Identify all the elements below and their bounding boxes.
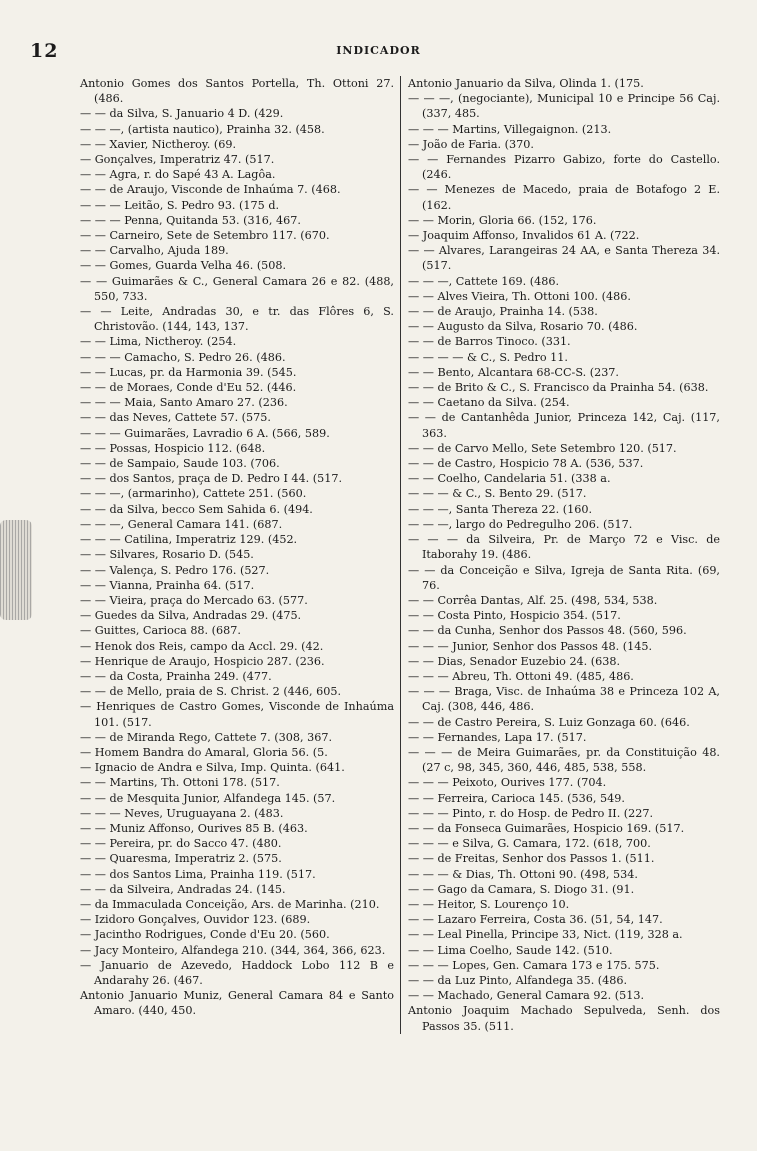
directory-entry: — — de Brito & C., S. Francisco da Prainha 54. (638. (408, 381, 709, 395)
directory-entry: — — Vieira, praça do Mercado 63. (577. (80, 593, 308, 607)
directory-entry: — — — Catilina, Imperatriz 129. (452. (80, 533, 298, 547)
directory-entry: — — Agra, r. do Sapé 43 A. Lagôa. (80, 168, 276, 182)
directory-entry: Antonio Januario da Silva, Olinda 1. (175. (408, 77, 644, 90)
directory-entry: — — Coelho, Candelaria 51. (338 a. (408, 472, 611, 486)
directory-entry: — — — & C., S. Bento 29. (517. (408, 487, 587, 501)
directory-columns (80, 76, 720, 1034)
directory-entry: — — da Luz Pinto, Alfandega 35. (486. (408, 973, 628, 987)
directory-entry: — — Carvalho, Ajuda 189. (80, 244, 229, 258)
directory-entry: — Henrique de Araujo, Hospicio 287. (236. (80, 654, 325, 668)
directory-entry: — João de Faria. (370. (408, 137, 534, 151)
right-column (400, 76, 720, 1034)
directory-entry: — — Vianna, Prainha 64. (517. (80, 578, 255, 592)
page-edge-stain (0, 520, 32, 620)
directory-entry: — — Alvares, Larangeiras 24 AA, e Santa Thereza 34. (517. (408, 244, 720, 273)
directory-entry: — Homem Bandra do Amaral, Gloria 56. (5. (80, 745, 328, 759)
page-number: 12 (30, 40, 59, 62)
directory-entry: — — de Mello, praia de S. Christ. 2 (446, 605. (80, 685, 342, 699)
directory-entry: — — Gago da Camara, S. Diogo 31. (91. (408, 882, 635, 896)
directory-entry: — — de Castro Pereira, S. Luiz Gonzaga 60. (646. (408, 715, 690, 729)
directory-entry: — — —, General Camara 141. (687. (80, 517, 283, 531)
directory-entry: — — dos Santos, praça de D. Pedro I 44. (517. (80, 472, 343, 486)
directory-entry: — — Lima Coelho, Saude 142. (510. (408, 943, 613, 957)
directory-entry: — — — Abreu, Th. Ottoni 49. (485, 486. (408, 669, 634, 683)
directory-entry: — — dos Santos Lima, Prainha 119. (517. (80, 867, 316, 881)
directory-entry: Antonio Gomes dos Santos Portella, Th. Ottoni 27. (486. (80, 77, 394, 106)
directory-entry: — — Alves Vieira, Th. Ottoni 100. (486. (408, 289, 631, 303)
directory-entry: — — Dias, Senador Euzebio 24. (638. (408, 654, 621, 668)
directory-entry: — — Lucas, pr. da Harmonia 39. (545. (80, 365, 297, 379)
directory-entry: — — Morin, Gloria 66. (152, 176. (408, 213, 597, 227)
directory-entry: — — Possas, Hospicio 112. (648. (80, 441, 266, 455)
directory-entry: — — de Araujo, Visconde de Inhaúma 7. (468. (80, 183, 341, 197)
directory-entry: — — de Castro, Hospicio 78 A. (536, 537. (408, 457, 644, 471)
directory-entry: — — de Freitas, Senhor dos Passos 1. (511. (408, 852, 655, 866)
directory-entry: — — Machado, General Camara 92. (513. (408, 989, 645, 1003)
directory-entry: — — Lima, Nictheroy. (254. (80, 335, 237, 349)
directory-entry: — — Fernandes Pizarro Gabizo, forte do Castello. (246. (408, 153, 720, 182)
directory-entry: — Henok dos Reis, campo da Accl. 29. (42. (80, 639, 324, 653)
directory-entry: — — Silvares, Rosario D. (545. (80, 548, 254, 562)
directory-entry: — — — Martins, Villegaignon. (213. (408, 122, 612, 136)
directory-entry: — — Augusto da Silva, Rosario 70. (486. (408, 320, 638, 334)
directory-entry: — Jacy Monteiro, Alfandega 210. (344, 364, 366, 623. (80, 943, 386, 957)
directory-entry: — — — Guimarães, Lavradio 6 A. (566, 589. (80, 426, 330, 440)
directory-entry: Antonio Joaquim Machado Sepulveda, Senh. dos Passos 35. (511. (408, 1004, 720, 1033)
directory-entry: — — de Araujo, Prainha 14. (538. (408, 305, 598, 319)
directory-entry: — — Fernandes, Lapa 17. (517. (408, 730, 587, 744)
directory-entry: — — —, Santa Thereza 22. (160. (408, 502, 593, 516)
directory-entry: — — Caetano da Silva. (254. (408, 396, 570, 410)
directory-entry: — Ignacio de Andra e Silva, Imp. Quinta. (641. (80, 761, 345, 775)
directory-entry: — — — Camacho, S. Pedro 26. (486. (80, 350, 286, 364)
directory-entry: — — —, (negociante), Municipal 10 e Principe 56 Caj. (337, 485. (408, 92, 720, 121)
directory-entry: — — de Carvo Mello, Sete Setembro 120. (517. (408, 441, 677, 455)
directory-entry: — — de Mesquita Junior, Alfandega 145. (57. (80, 791, 336, 805)
directory-entry: — — de Cantanhêda Junior, Princeza 142, Caj. (117, 363. (408, 411, 720, 440)
directory-entry: — — — e Silva, G. Camara, 172. (618, 700. (408, 837, 651, 851)
directory-entry: — — — Junior, Senhor dos Passos 48. (145. (408, 639, 653, 653)
directory-entry: — — — Leitão, S. Pedro 93. (175 d. (80, 198, 280, 212)
directory-entry: — — — & Dias, Th. Ottoni 90. (498, 534. (408, 867, 638, 881)
directory-entry: — — Menezes de Macedo, praia de Botafogo 2 E. (162. (408, 183, 720, 212)
directory-entry: — — Leite, Andradas 30, e tr. das Flôres 6, S. Christovão. (144, 143, 137. (80, 305, 394, 334)
directory-entry: — — — — & C., S. Pedro 11. (408, 350, 568, 364)
directory-entry: — — — Maia, Santo Amaro 27. (236. (80, 396, 288, 410)
directory-entry: — — Quaresma, Imperatriz 2. (575. (80, 852, 282, 866)
directory-entry: — Jacintho Rodrigues, Conde d'Eu 20. (560. (80, 928, 330, 942)
directory-entry: — — das Neves, Cattete 57. (575. (80, 411, 271, 425)
directory-entry: — da Immaculada Conceição, Ars. de Marinha. (210. (80, 897, 380, 911)
directory-entry: — — Heitor, S. Lourenço 10. (408, 897, 570, 911)
directory-entry: — — de Moraes, Conde d'Eu 52. (446. (80, 381, 297, 395)
running-head: INDICADOR (336, 44, 421, 57)
directory-entry: — — Corrêa Dantas, Alf. 25. (498, 534, 538. (408, 593, 658, 607)
directory-entry: — — — Penna, Quitanda 53. (316, 467. (80, 213, 301, 227)
directory-entry: — — da Silva, S. Januario 4 D. (429. (80, 107, 284, 121)
directory-entry: — — Bento, Alcantara 68-CC-S. (237. (408, 365, 619, 379)
directory-entry: — — Muniz Affonso, Ourives 85 B. (463. (80, 821, 308, 835)
directory-entry: — — —, Cattete 169. (486. (408, 274, 560, 288)
directory-entry: — — Carneiro, Sete de Setembro 117. (670. (80, 229, 330, 243)
directory-entry: — — da Costa, Prainha 249. (477. (80, 669, 272, 683)
directory-entry: — — Ferreira, Carioca 145. (536, 549. (408, 791, 625, 805)
directory-entry: — Gonçalves, Imperatriz 47. (517. (80, 153, 275, 167)
directory-entry: — — —, (armarinho), Cattete 251. (560. (80, 487, 307, 501)
directory-entry: — — da Silva, becco Sem Sahida 6. (494. (80, 502, 313, 516)
directory-entry: — Januario de Azevedo, Haddock Lobo 112 B e Andarahy 26. (467. (80, 958, 394, 987)
directory-entry: — — Leal Pinella, Principe 33, Nict. (119, 328 a. (408, 928, 683, 942)
directory-entry: — — da Fonseca Guimarães, Hospicio 169. (517. (408, 821, 685, 835)
directory-entry: — — Lazaro Ferreira, Costa 36. (51, 54, 147. (408, 913, 663, 927)
directory-entry: — — Gomes, Guarda Velha 46. (508. (80, 259, 287, 273)
directory-entry: — Guittes, Carioca 88. (687. (80, 624, 241, 638)
directory-entry: — — Guimarães & C., General Camara 26 e 82. (488, 550, 733. (80, 274, 394, 303)
directory-entry: — — Martins, Th. Ottoni 178. (517. (80, 776, 280, 790)
directory-entry: — — de Miranda Rego, Cattete 7. (308, 367. (80, 730, 333, 744)
directory-entry: — — —, (artista nautico), Prainha 32. (458. (80, 122, 325, 136)
left-column (80, 76, 400, 1034)
directory-entry: — — da Cunha, Senhor dos Passos 48. (560, 596. (408, 624, 687, 638)
directory-entry: — — Pereira, pr. do Sacco 47. (480. (80, 837, 282, 851)
directory-entry: — — — Pinto, r. do Hosp. de Pedro II. (227. (408, 806, 654, 820)
directory-entry: — — Valença, S. Pedro 176. (527. (80, 563, 270, 577)
directory-entry: Antonio Januario Muniz, General Camara 84 e Santo Amaro. (440, 450. (80, 989, 394, 1018)
directory-entry: — Izidoro Gonçalves, Ouvidor 123. (689. (80, 913, 311, 927)
directory-entry: — — Xavier, Nictheroy. (69. (80, 137, 237, 151)
directory-entry: — Henriques de Castro Gomes, Visconde de Inhaúma 101. (517. (80, 700, 394, 729)
directory-entry: — Joaquim Affonso, Invalidos 61 A. (722. (408, 229, 640, 243)
directory-entry: — — da Silveira, Andradas 24. (145. (80, 882, 286, 896)
directory-entry: — — da Conceição e Silva, Igreja de Santa Rita. (69, 76. (408, 563, 720, 592)
directory-entry: — — — Peixoto, Ourives 177. (704. (408, 776, 607, 790)
directory-entry: — — — Braga, Visc. de Inhaúma 38 e Princeza 102 A, Caj. (308, 446, 486. (408, 685, 720, 714)
directory-entry: — — Costa Pinto, Hospicio 354. (517. (408, 609, 621, 623)
directory-entry: — — — de Meira Guimarães, pr. da Constituição 48. (27 c, 98, 345, 360, 446, 485, 538, 558. (408, 745, 720, 775)
directory-entry: — — — Neves, Uruguayana 2. (483. (80, 806, 284, 820)
directory-entry: — — — Lopes, Gen. Camara 173 e 175. 575. (408, 958, 660, 972)
directory-entry: — — de Barros Tinoco. (331. (408, 335, 571, 349)
directory-entry: — — de Sampaio, Saude 103. (706. (80, 457, 280, 471)
directory-entry: — — — da Silveira, Pr. de Março 72 e Visc. de Itaborahy 19. (486. (408, 533, 720, 562)
directory-entry: — Guedes da Silva, Andradas 29. (475. (80, 609, 302, 623)
directory-entry: — — —, largo do Pedregulho 206. (517. (408, 517, 633, 531)
